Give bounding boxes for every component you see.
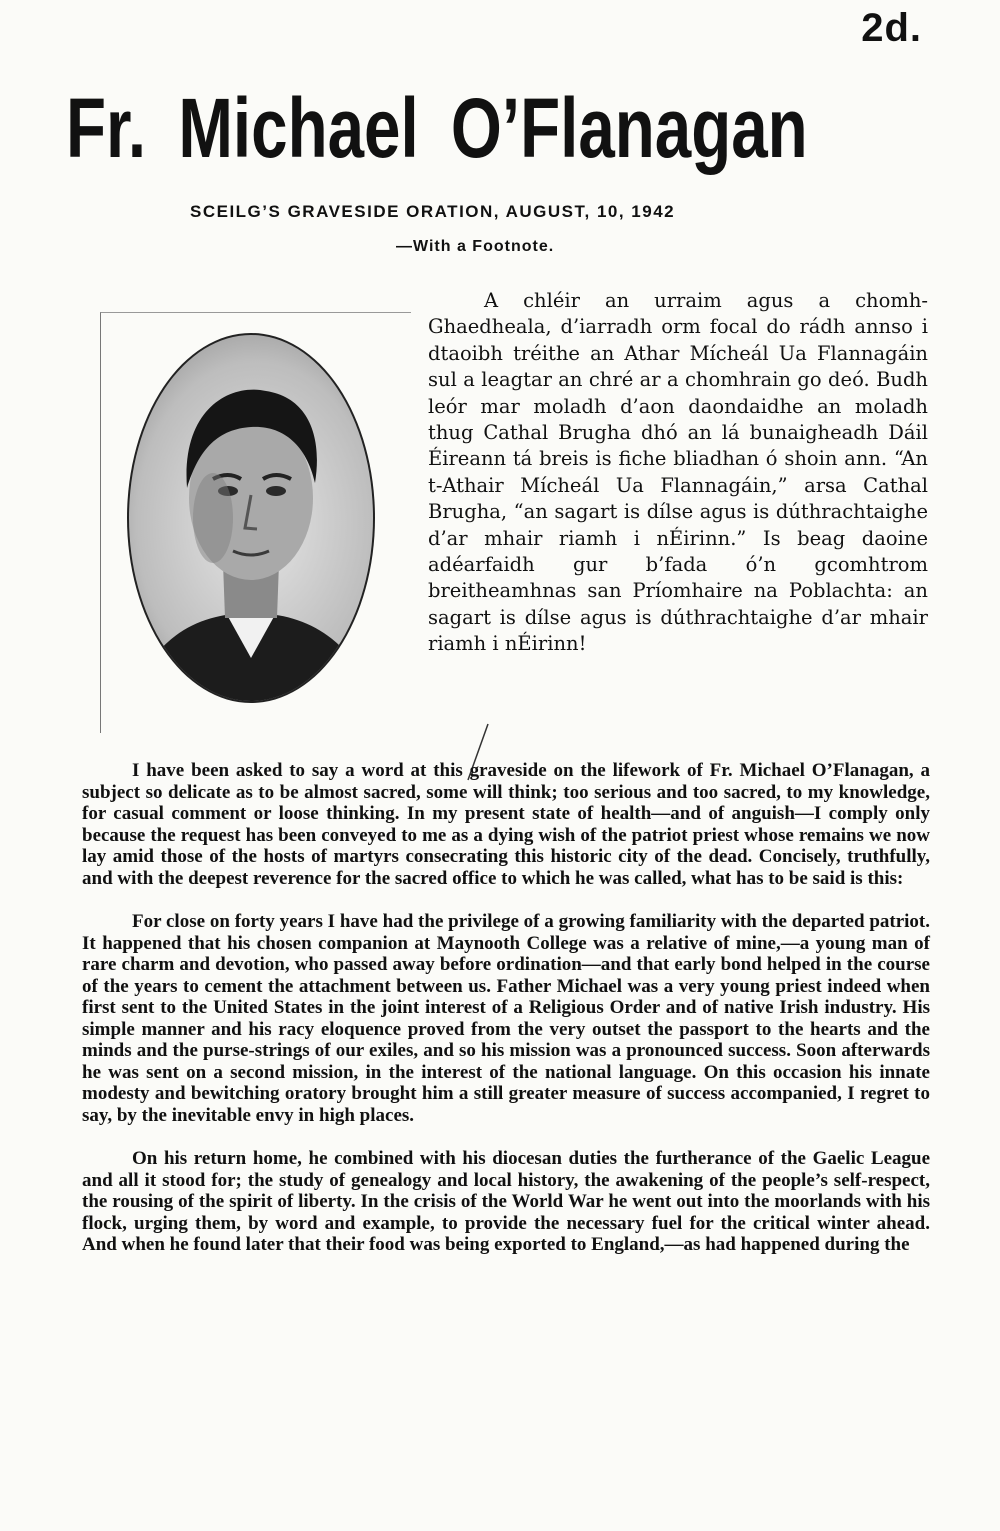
body-paragraph: I have been asked to say a word at this graveside on the lifework of Fr. Michael O’Flanagan, a subject so delicate as to be almost sacred, some will think; too serious and too sacred, to my knowledge, for casual comment or loose thinking. In my present state of health—and of anguish—I comply only because the request has been conveyed to me as a dying wish of the patriot priest whose remains we now lay amid those of the hosts of martyrs consecrating this historic city of the dead. Concisely, truthfully, and with the deepest reverence for the sacred office to which he was called, what has to be said is this: — [82, 760, 930, 889]
gaelic-paragraph: A chléir an urraim agus a chomh-Ghaedheala, d’iarradh orm focal do rádh annso i dtaoibh tréithe an Athar Mícheál Ua Flannagáin sul a leagtar an chré ar a chomhrain go deó. Budh leór mar moladh d’aon daondaidhe an moladh thug Cathal Brugha dhó an lá bunaigheadh Dáil Éireann tá breis is fiche bliadhan ó shoin ann. “An t-Athair Mícheál Ua Flannagáin,” arsa Cathal Brugha, “an sagart is dílse agus is dúthrachtaighe d’ar mhair riamh i nÉirinn.” Is beag daoine adéarfaidh gur b’fada ó’n gcomhtrom breitheamhnas san Príomhaire na Poblachta: an sagart is dílse agus is dúthrachtaighe d’ar mhair riamh i nÉirinn! — [428, 289, 928, 656]
footnote-line: —With a Footnote. — [396, 238, 555, 255]
article-body — [82, 760, 930, 1278]
body-paragraph: For close on forty years I have had the privilege of a growing familiarity with the departed patriot. It happened that his chosen companion at Maynooth College was a relative of mine,—a young man of rare charm and devotion, who passed away before ordination—and that early bond helped in the course of the years to cement the attachment between us. Father Michael was a very young priest indeed when first sent to the United States in the joint interest of a Religious Order and of native Irish industry. His simple manner and his racy eloquence proved from the very outset the passport to the hearts and the minds and the purse-strings of our exiles, and so his mission was a pronounced success. Soon afterwards he was sent on a second mission, in the interest of the national language. On this occasion his innate modesty and bewitching oratory brought him a still greater measure of success accompanied, I regret to say, by the inevitable envy in high places. — [82, 911, 930, 1126]
portrait-photo — [100, 312, 411, 733]
subtitle: SCEILG’S GRAVESIDE ORATION, AUGUST, 10, 1942 — [190, 202, 676, 221]
portrait-illustration — [101, 313, 411, 733]
page-title: Fr. Michael O’Flanagan — [66, 81, 808, 175]
body-paragraph: On his return home, he combined with his diocesan duties the furtherance of the Gaelic League and all it stood for; the study of genealogy and local history, the awakening of the people’s self-respect, the rousing of the spirit of liberty. In the crisis of the World War he went out into the moorlands with his flock, urging them, by word and example, to provide the necessary fuel for the critical winter ahead. And when he found later that their food was being exported to England,—as had happened during the — [82, 1148, 930, 1255]
price-label: 2d. — [861, 6, 922, 50]
